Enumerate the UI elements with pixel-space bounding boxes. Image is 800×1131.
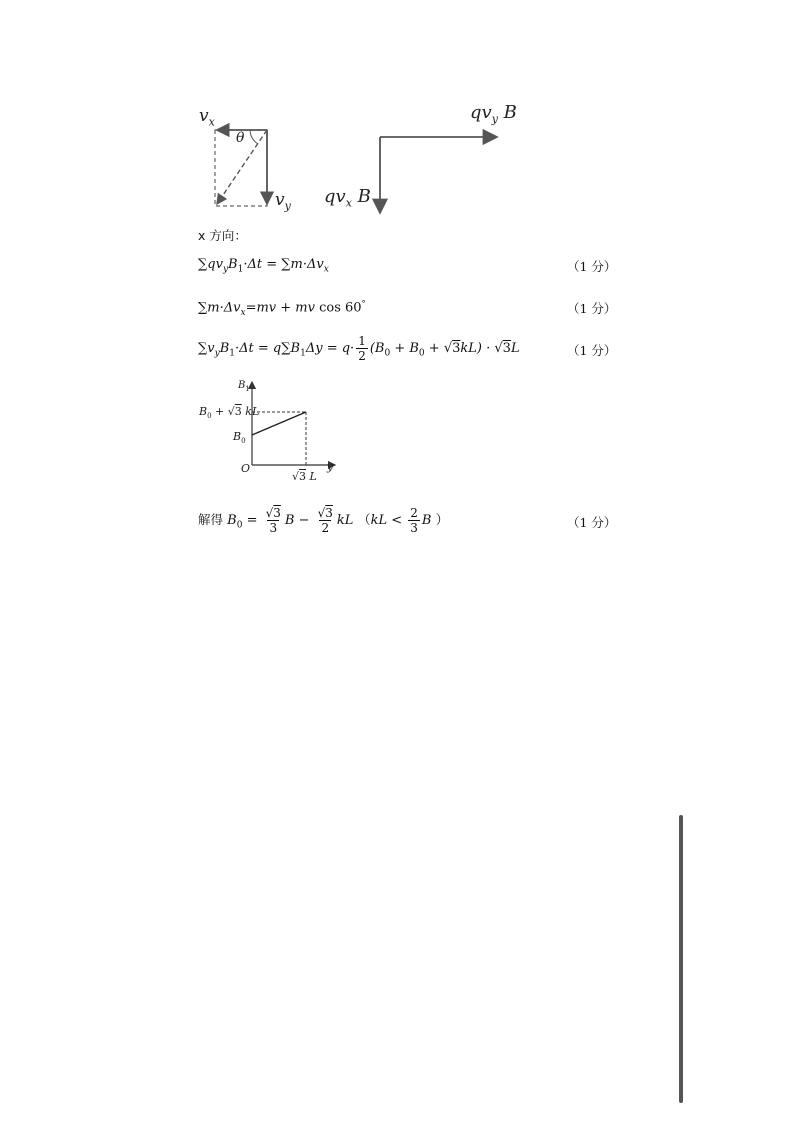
theta-label: θ — [236, 130, 245, 146]
b1-line — [252, 412, 306, 435]
equation-2: $\sum m\cdot\Delta v_x=mv$ + mv cos 60° — [198, 299, 366, 318]
b1-vs-y-graph — [195, 378, 345, 488]
vx-label: $v_x$ — [199, 106, 215, 129]
graph-x-axis-label: y — [327, 460, 334, 473]
force-right-label: $qv_y$ B — [470, 102, 517, 126]
vertical-scrollbar[interactable] — [679, 815, 683, 1103]
graph-top-level-label: $B_0 + √3$ kL — [199, 405, 260, 421]
force-components-figure — [370, 120, 510, 220]
equation-2-score: （1 分） — [567, 301, 617, 316]
equation-3-score: （1 分） — [567, 343, 617, 358]
section-heading: x 方向： — [198, 228, 247, 243]
graph-origin-label: O — [241, 462, 251, 475]
equation-1-score: （1 分） — [567, 259, 617, 274]
graph-x-mark-label: √3 L — [292, 470, 317, 483]
graph-y-axis-label: $B_1$ — [238, 380, 250, 393]
solution-score: （1 分） — [567, 515, 617, 530]
graph-start-level-label: $B_0$ — [233, 430, 246, 446]
theta-arc — [250, 130, 258, 144]
equation-1: $\sum qv_yB_1\cdot\Delta t = \sum m\cdot\Delta v_x$ — [198, 257, 329, 275]
force-down-label: $qv_x$ B — [324, 186, 371, 210]
equation-3: $\sum v_yB_1\cdot\Delta t = q\sum B_1\Delta y = q\cdot$ $\frac{1}{2}$ $(B_0 + B_0 + √3kL) \cdot √3L$ — [198, 334, 520, 363]
solution-line: 解得 $B_0$ = $\frac{√3}{3}$ B − $\frac{√3}{2}$ kL （kL < $\frac{2}{3}$ B ） — [198, 506, 449, 535]
vy-label: $v_y$ — [275, 190, 291, 213]
